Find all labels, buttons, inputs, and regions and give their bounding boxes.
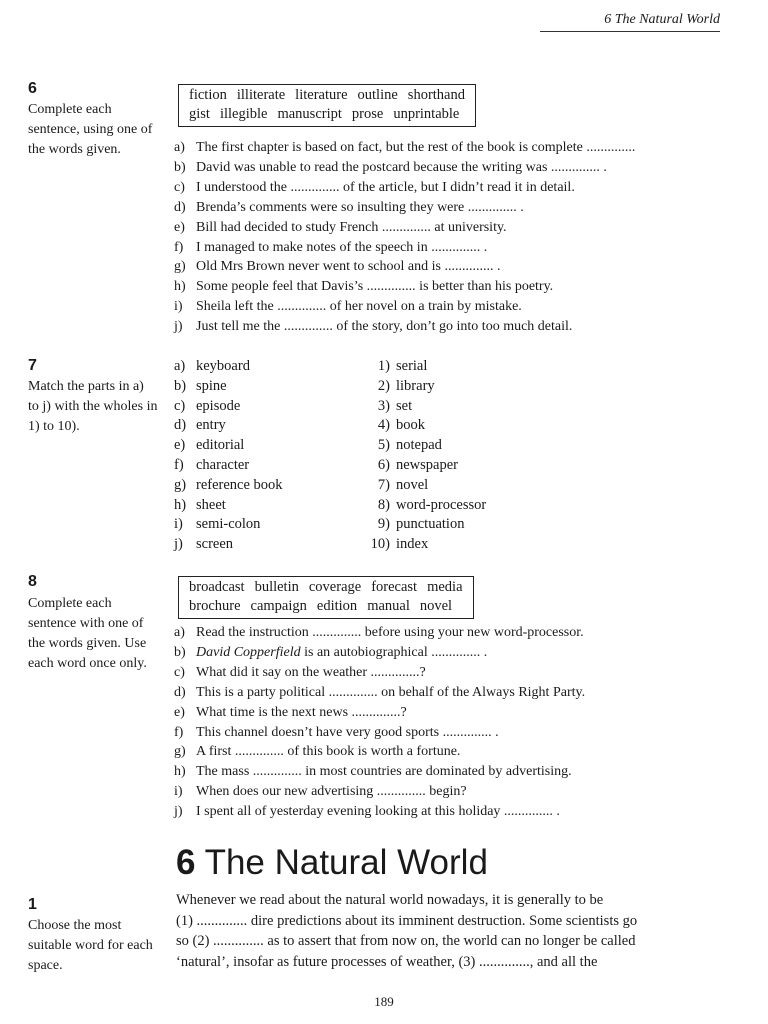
list-item: 8) word-processor [377,496,487,513]
exercise-7-number: 7 [28,357,37,374]
list-item: f) I managed to make notes of the speech in .............. . [174,239,488,255]
exercise-1-passage [176,890,716,972]
box-word: fiction [189,87,227,103]
exercise-1-instruction: Choose the most suitable word for each space. [28,918,153,973]
box-word: illegible [219,106,268,122]
box-word: edition [316,598,358,614]
list-item: d) Brenda’s comments were so insulting they were .............. . [174,199,524,215]
list-item: c) I understood the .............. of the article, but I didn’t read it in detail. [174,179,575,195]
exercise-8-number: 8 [28,573,37,590]
list-item: g) A first .............. of this book is worth a fortune. [174,744,461,760]
box-word: media [427,579,463,595]
list-item: h) Some people feel that Davis’s .............. is better than his poetry. [174,279,554,295]
list-item: b) David was unable to read the postcard because the writing was .............. . [174,159,607,175]
box-word: manual [367,598,410,614]
box-word: brochure [189,598,241,614]
list-item: d) This is a party political .............. on behalf of the Always Right Party. [174,684,586,700]
list-item: e) Bill had decided to study French .............. at university. [174,219,507,235]
page-number: 189 [374,994,394,1009]
box-word: coverage [308,579,362,595]
box-word: gist [189,106,210,122]
list-item: f) character [174,456,250,473]
passage-line: so (2) .............. as to assert that from now on, the world can no longer be called [176,933,636,949]
list-item: j) I spent all of yesterday evening looking at this holiday .............. . [174,804,560,820]
passage-line: Whenever we read about the natural world nowadays, it is generally to be [176,892,604,908]
exercise-7-parts [174,357,283,555]
word-box-row [189,597,463,616]
box-word: forecast [371,579,418,595]
box-word: shorthand [407,87,465,103]
box-word: outline [357,87,398,103]
list-item: i) Sheila left the .............. of her novel on a train by mistake. [174,299,522,315]
list-item: 1) serial [377,358,428,374]
box-word: novel [419,598,453,614]
list-item: f) This channel doesn’t have very good sports .............. . [174,724,499,740]
list-item: i) semi-colon [174,516,261,533]
running-head: 6 The Natural World [540,12,720,32]
box-word: illiterate [236,87,286,103]
box-word: unprintable [393,106,460,122]
list-item: 6) newspaper [377,456,459,473]
list-item: j) screen [174,536,234,553]
box-word: manuscript [277,106,342,122]
box-word: campaign [250,598,307,614]
list-item: 10) index [370,536,429,553]
list-item: 2) library [377,377,435,394]
list-item: 9) punctuation [377,516,465,533]
exercise-6-instruction: Complete each sentence, using one of the words given. [28,102,153,157]
book-title: David Copperfield [196,644,301,660]
section-number: 6 [176,843,196,882]
section-heading [176,843,488,883]
box-word: literature [295,87,348,103]
list-item: d) entry [174,417,226,434]
passage-line: (1) .............. dire predictions about its imminent destruction. Some scientists go [176,912,638,929]
list-item: 5) notepad [377,437,442,454]
list-item: i) When does our new advertising .............. begin? [174,784,467,800]
exercise-8-items [174,623,585,822]
list-item: e) What time is the next news ..............? [174,704,407,720]
list-item: a) The first chapter is based on fact, but the rest of the book is complete .............. [174,140,636,155]
exercise-8-word-box [178,576,474,619]
list-item: 7) novel [377,476,429,493]
list-item: g) Old Mrs Brown never went to school and is .............. . [174,259,501,275]
exercise-6-items [174,138,635,337]
box-word: broadcast [189,579,245,595]
box-word: prose [351,106,384,122]
exercise-6-word-box [178,84,476,127]
list-item: g) reference book [174,476,283,493]
section-title-text: The Natural World [204,843,488,882]
exercise-8-instruction: Complete each sentence with one of the words given. Use each word once only. [28,596,147,671]
list-item: j) Just tell me the .............. of the story, don’t go into too much detail. [174,319,573,335]
list-item: a) Read the instruction .............. before using your new word-processor. [174,625,584,640]
list-item: b) David Copperfield is an autobiographical .............. . [174,644,488,660]
list-item: 3) set [377,397,413,414]
word-box-row [189,86,465,105]
exercise-1-number: 1 [28,896,37,913]
list-item: c) episode [174,397,241,414]
list-item: e) editorial [174,437,245,454]
list-item: b) spine [174,377,227,394]
word-box-row [189,578,463,597]
word-box-row [189,105,465,124]
list-item: h) The mass .............. in most countries are dominated by advertising. [174,764,572,780]
exercise-7-wholes [358,357,486,555]
exercise-6-number: 6 [28,80,37,97]
exercise-7-instruction: Match the parts in a) to j) with the wholes in 1) to 10). [28,379,158,434]
passage-line: ‘natural’, insofar as future processes of weather, (3) .............., and all the [176,953,598,970]
list-item: c) What did it say on the weather ..............? [174,664,426,680]
list-item: a) keyboard [174,358,250,374]
box-word: bulletin [254,579,299,595]
list-item: 4) book [377,417,425,434]
list-item: h) sheet [174,496,226,513]
